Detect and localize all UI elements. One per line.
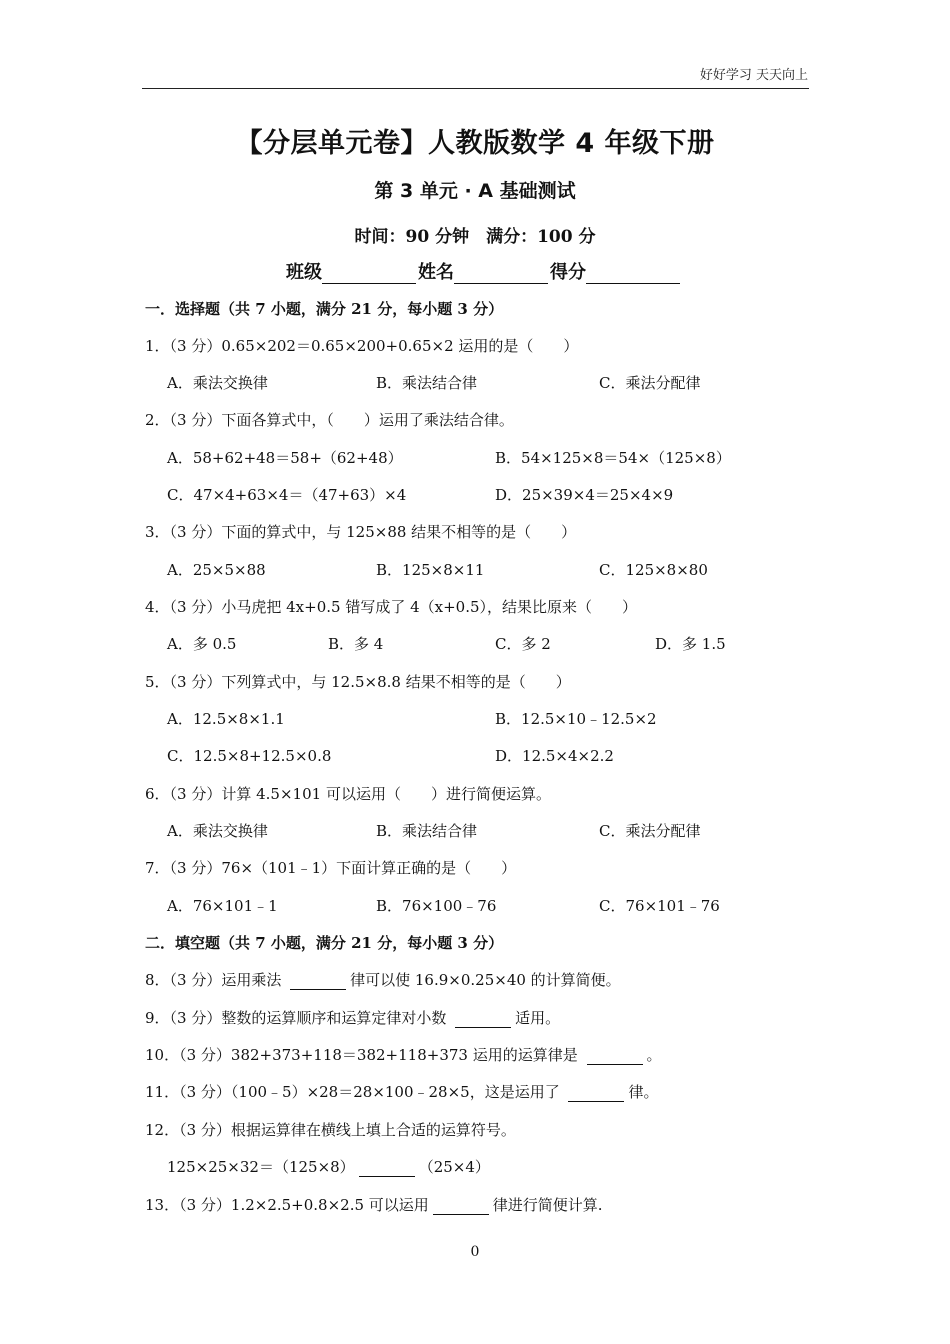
fill-question-text: 8．（3 分）运用乘法 <box>145 971 287 989</box>
question-stem: 7．（3 分）76×（101﹣1）下面计算正确的是（ ） <box>145 859 517 877</box>
option[interactable]: C．多 2 <box>495 635 551 653</box>
option[interactable]: A．25×5×88 <box>167 561 266 579</box>
question-stem: 2．（3 分）下面各算式中，（ ）运用了乘法结合律。 <box>145 411 514 429</box>
fill-question-text: 适用。 <box>515 1009 561 1027</box>
section-heading-fill: 二．填空题（共 7 小题，满分 21 分，每小题 3 分） <box>145 934 504 952</box>
option[interactable]: A．乘法交换律 <box>167 822 268 840</box>
name-label: 姓名 <box>418 262 454 283</box>
fill-question-text: 125×25×32＝（125×8） <box>167 1158 355 1176</box>
fill-question-text: 律。 <box>628 1083 659 1101</box>
class-field[interactable] <box>322 263 416 284</box>
option[interactable]: C．76×101﹣76 <box>599 897 720 915</box>
option[interactable]: B．乘法结合律 <box>376 374 478 392</box>
option[interactable]: D．25×39×4＝25×4×9 <box>495 486 674 504</box>
option[interactable]: C．乘法分配律 <box>599 822 701 840</box>
page-number: 0 <box>470 1244 480 1260</box>
option[interactable]: C．125×8×80 <box>599 561 708 579</box>
answer-blank[interactable] <box>568 1085 624 1102</box>
option[interactable]: A．58+62+48＝58+（62+48） <box>167 449 403 467</box>
option[interactable]: B．76×100﹣76 <box>376 897 497 915</box>
score-field[interactable] <box>586 263 680 284</box>
fill-question-text: 律可以使 16.9×0.25×40 的计算简便。 <box>350 971 621 989</box>
option[interactable]: D．12.5×4×2.2 <box>495 747 614 765</box>
fill-question <box>145 1045 662 1065</box>
answer-blank[interactable] <box>359 1160 415 1177</box>
option[interactable]: B．多 4 <box>328 635 384 653</box>
option[interactable]: A．12.5×8×1.1 <box>167 710 285 728</box>
fill-question-text: 9．（3 分）整数的运算顺序和运算定律对小数 <box>145 1009 452 1027</box>
name-field[interactable] <box>454 263 548 284</box>
fill-question-text: 12．（3 分）根据运算律在横线上填上合适的运算符号。 <box>145 1121 516 1139</box>
option[interactable]: C．乘法分配律 <box>599 374 701 392</box>
option[interactable]: B．乘法结合律 <box>376 822 478 840</box>
question-stem: 1．（3 分）0.65×202＝0.65×200+0.65×2 运用的是（ ） <box>145 337 579 355</box>
fill-question-text: （25×4） <box>418 1158 490 1176</box>
option[interactable]: A．乘法交换律 <box>167 374 268 392</box>
fill-question-text: 13．（3 分）1.2×2.5+0.8×2.5 可以运用 <box>145 1196 429 1214</box>
fill-question-text: 律进行简便计算. <box>492 1196 603 1214</box>
time-info: 时间：90 分钟 满分：100 分 <box>354 227 596 247</box>
option[interactable]: D．多 1.5 <box>655 635 726 653</box>
question-stem: 6．（3 分）计算 4.5×101 可以运用（ ）进行简便运算。 <box>145 785 551 803</box>
fill-question <box>145 1120 516 1140</box>
section-heading-choice: 一．选择题（共 7 小题，满分 21 分，每小题 3 分） <box>145 300 504 318</box>
option[interactable]: A．多 0.5 <box>167 635 237 653</box>
answer-blank[interactable] <box>433 1198 489 1215</box>
fill-question-text: 10．（3 分）382+373+118＝382+118+373 运用的运算律是 <box>145 1046 583 1064</box>
class-label: 班级 <box>286 262 322 283</box>
question-stem: 3．（3 分）下面的算式中，与 125×88 结果不相等的是（ ） <box>145 523 577 541</box>
header-slogan: 好好学习 天天向上 <box>699 68 808 83</box>
header-rule <box>142 88 809 89</box>
option[interactable]: B．12.5×10﹣12.5×2 <box>495 710 657 728</box>
page-title: 【分层单元卷】人教版数学 4 年级下册 <box>235 128 715 159</box>
fill-question <box>145 1008 560 1028</box>
option[interactable]: C．47×4+63×4＝（47+63）×4 <box>167 486 407 504</box>
option[interactable]: C．12.5×8+12.5×0.8 <box>167 747 332 765</box>
option[interactable]: B．125×8×11 <box>376 561 485 579</box>
answer-blank[interactable] <box>587 1048 643 1065</box>
fill-question <box>145 1195 603 1215</box>
answer-blank[interactable] <box>290 973 346 990</box>
fill-question-text: 。 <box>646 1046 662 1064</box>
fill-question-expression <box>167 1157 490 1177</box>
question-stem: 4．（3 分）小马虎把 4x+0.5 错写成了 4（x+0.5），结果比原来（ ） <box>145 598 638 616</box>
option[interactable]: B．54×125×8＝54×（125×8） <box>495 449 731 467</box>
question-stem: 5．（3 分）下列算式中，与 12.5×8.8 结果不相等的是（ ） <box>145 673 571 691</box>
fill-question-text: 11．（3 分）（100﹣5）×28＝28×100﹣28×5，这是运用了 <box>145 1083 565 1101</box>
student-info-line <box>286 258 682 284</box>
option[interactable]: A．76×101﹣1 <box>167 897 278 915</box>
answer-blank[interactable] <box>455 1011 511 1028</box>
fill-question <box>145 1082 659 1102</box>
score-label: 得分 <box>550 262 586 283</box>
fill-question <box>145 970 621 990</box>
page-subtitle: 第 3 单元 · A 基础测试 <box>374 180 576 202</box>
